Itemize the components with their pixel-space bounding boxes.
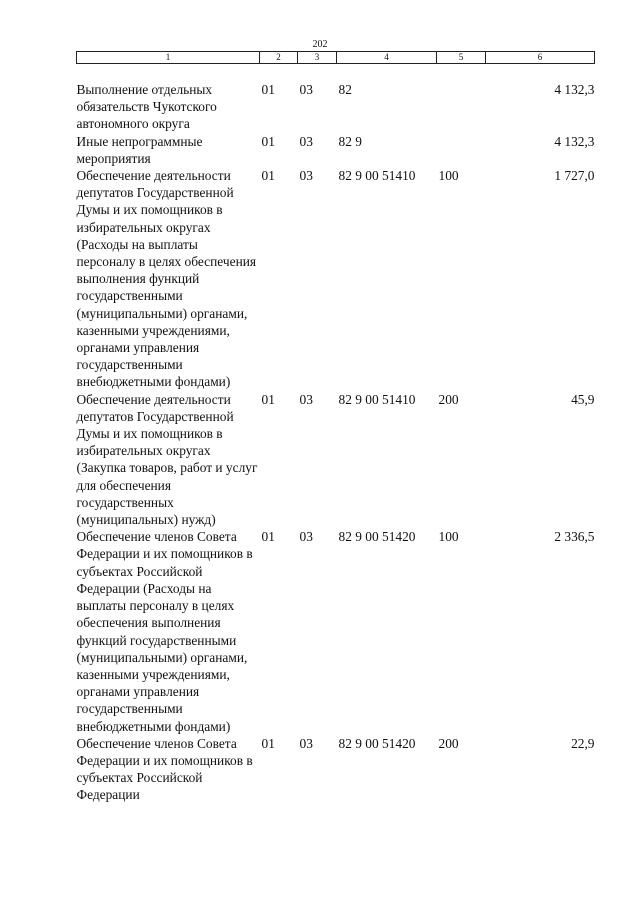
header-col-5: 5 bbox=[437, 52, 486, 64]
table-header bbox=[77, 52, 595, 64]
header-col-6: 6 bbox=[486, 52, 595, 64]
cell-amount: 1 727,0 bbox=[554, 168, 595, 184]
cell-name: Обеспечение деятельности депутатов Государственной Думы и их помощников в избирательных округах (Расходы на выплаты персоналу в целях обеспечения выполнения функций государственными (муниципальными) органами, казенными учреждениями, органами управления государственными внебюджетными фондами) bbox=[76, 168, 257, 390]
table-row bbox=[77, 64, 595, 133]
table-row bbox=[77, 167, 595, 391]
cell-expense-type: 100 bbox=[438, 529, 459, 545]
header-col-4: 4 bbox=[337, 52, 437, 64]
cell-section: 01 bbox=[261, 133, 275, 149]
cell-expense-type: 200 bbox=[438, 735, 459, 751]
cell-subsection: 03 bbox=[299, 133, 313, 149]
cell-amount: 4 132,3 bbox=[554, 133, 595, 149]
cell-target-article: 82 bbox=[338, 82, 352, 97]
cell-section: 01 bbox=[261, 168, 275, 184]
cell-name: Иные непрограммные мероприятия bbox=[76, 133, 203, 166]
cell-amount: 22,9 bbox=[571, 735, 595, 751]
cell-amount: 4 132,3 bbox=[554, 82, 595, 97]
budget-table bbox=[76, 51, 595, 804]
cell-section: 01 bbox=[261, 391, 275, 407]
table-row bbox=[77, 528, 595, 734]
cell-subsection: 03 bbox=[299, 529, 313, 545]
cell-section: 01 bbox=[261, 735, 275, 751]
cell-subsection: 03 bbox=[299, 168, 313, 184]
cell-name: Обеспечение членов Совета Федерации и их помощников в субъектах Российской Федерации bbox=[76, 735, 253, 803]
cell-name: Выполнение отдельных обязательств Чукотского автономного округа bbox=[76, 82, 217, 132]
header-col-2: 2 bbox=[260, 52, 298, 64]
cell-name: Обеспечение членов Совета Федерации и их помощников в субъектах Российской Федерации (Расходы на выплаты персоналу в целях обеспечения выполнения функций государственными (муниципальными) органами, казенными учреждениями, органами управления государственными внебюджетными фондами) bbox=[76, 529, 253, 734]
cell-subsection: 03 bbox=[299, 391, 313, 407]
cell-target-article: 82 9 bbox=[338, 133, 362, 149]
header-col-1: 1 bbox=[77, 52, 260, 64]
cell-subsection: 03 bbox=[299, 735, 313, 751]
cell-target-article: 82 9 00 51410 bbox=[338, 391, 416, 407]
cell-target-article: 82 9 00 51420 bbox=[338, 529, 416, 545]
cell-expense-type bbox=[437, 64, 486, 133]
cell-name: Обеспечение деятельности депутатов Государственной Думы и их помощников в избирательных округах (Закупка товаров, работ и услуг для обеспечения государственных (муниципальных) нужд) bbox=[76, 391, 258, 528]
cell-expense-type: 100 bbox=[438, 168, 459, 184]
cell-amount: 2 336,5 bbox=[554, 529, 595, 545]
cell-target-article: 82 9 00 51420 bbox=[338, 735, 416, 751]
table-row bbox=[77, 735, 595, 804]
table-row bbox=[77, 391, 595, 529]
cell-target-article: 82 9 00 51410 bbox=[338, 168, 416, 184]
cell-section: 01 bbox=[261, 529, 275, 545]
page-number: 202 bbox=[312, 39, 328, 50]
cell-expense-type bbox=[437, 133, 486, 167]
header-row bbox=[77, 52, 595, 64]
table-row bbox=[77, 133, 595, 167]
cell-expense-type: 200 bbox=[438, 391, 459, 407]
cell-subsection: 03 bbox=[299, 82, 313, 97]
cell-section: 01 bbox=[261, 82, 275, 97]
header-col-3: 3 bbox=[298, 52, 337, 64]
cell-amount: 45,9 bbox=[571, 391, 595, 407]
table-body bbox=[77, 64, 595, 804]
